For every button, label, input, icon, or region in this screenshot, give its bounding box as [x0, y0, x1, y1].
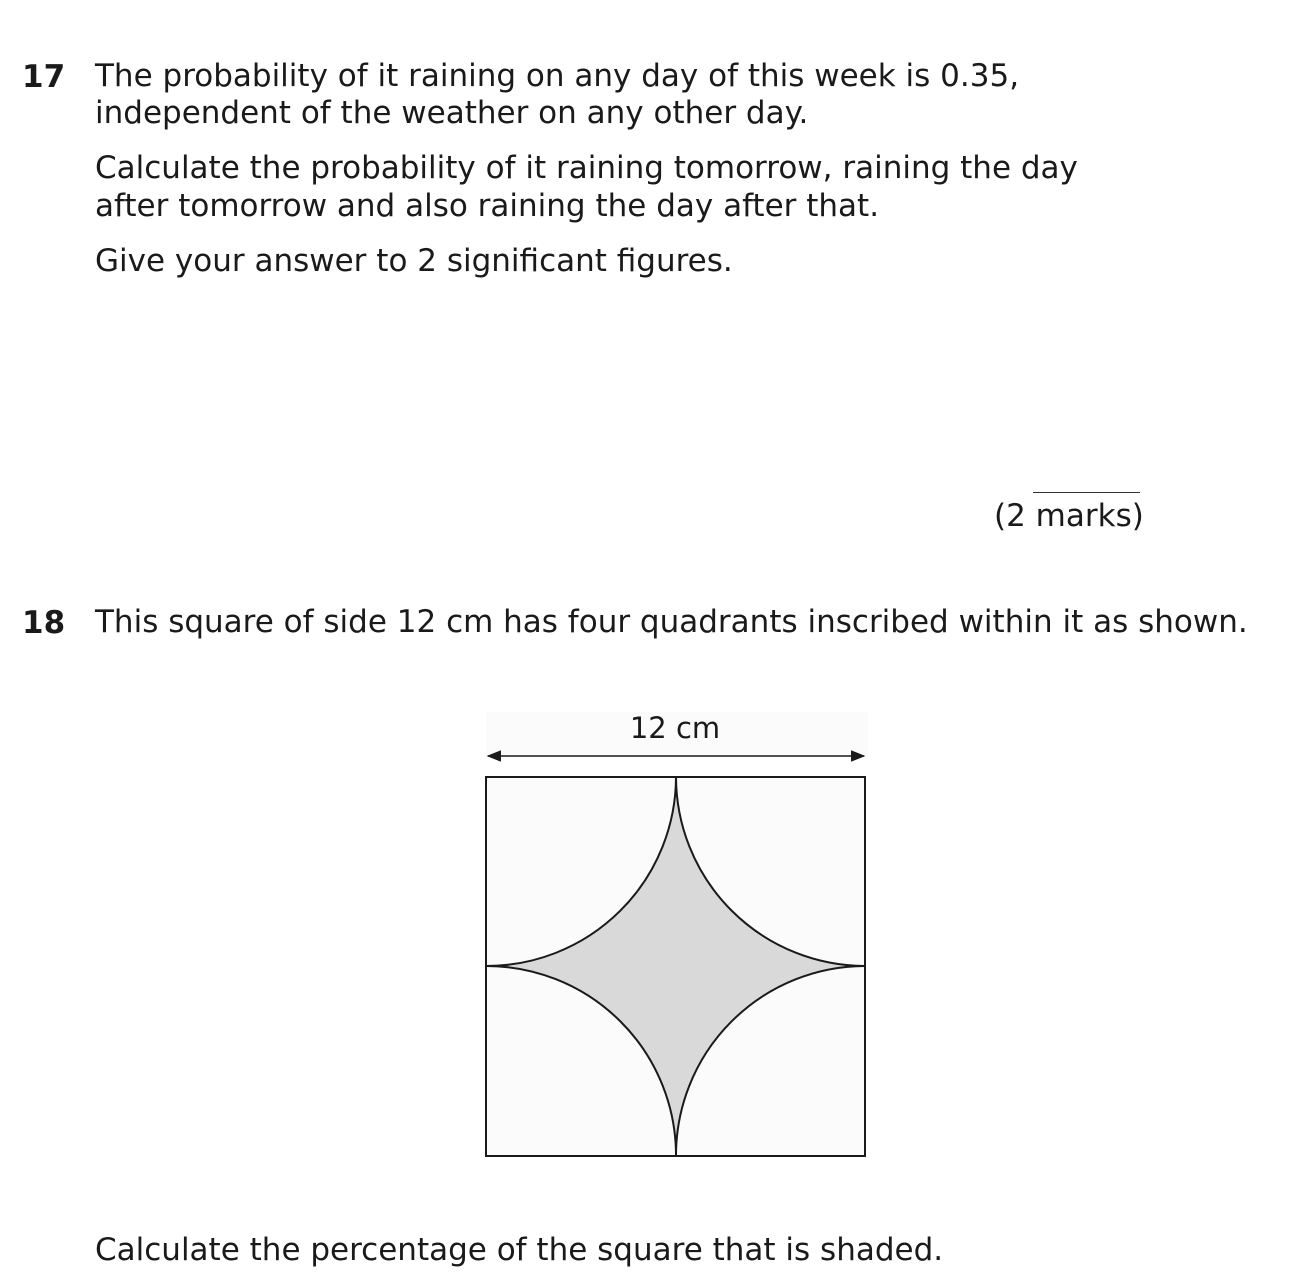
q17-text-line-5: Give your answer to 2 significant figures.: [95, 243, 733, 279]
q17-text-line-2: independent of the weather on any other day.: [95, 95, 809, 131]
quadrant-square-figure: [470, 700, 880, 1170]
q17-text-line-3: Calculate the probability of it raining tomorrow, raining the day: [95, 150, 1078, 186]
q18-text-line-2: Calculate the percentage of the square that is shaded.: [95, 1232, 944, 1268]
q18-text-line-1: This square of side 12 cm has four quadrants inscribed within it as shown.: [95, 604, 1248, 640]
q17-text-line-1: The probability of it raining on any day of this week is 0.35,: [95, 58, 1020, 94]
marks-label: (2 marks): [994, 498, 1144, 534]
side-length-label: 12 cm: [629, 711, 721, 745]
q17-text-line-4: after tomorrow and also raining the day after that.: [95, 188, 880, 224]
question-number-17: 17: [22, 59, 66, 95]
question-number-18: 18: [22, 605, 66, 641]
answer-line: [1033, 492, 1140, 493]
